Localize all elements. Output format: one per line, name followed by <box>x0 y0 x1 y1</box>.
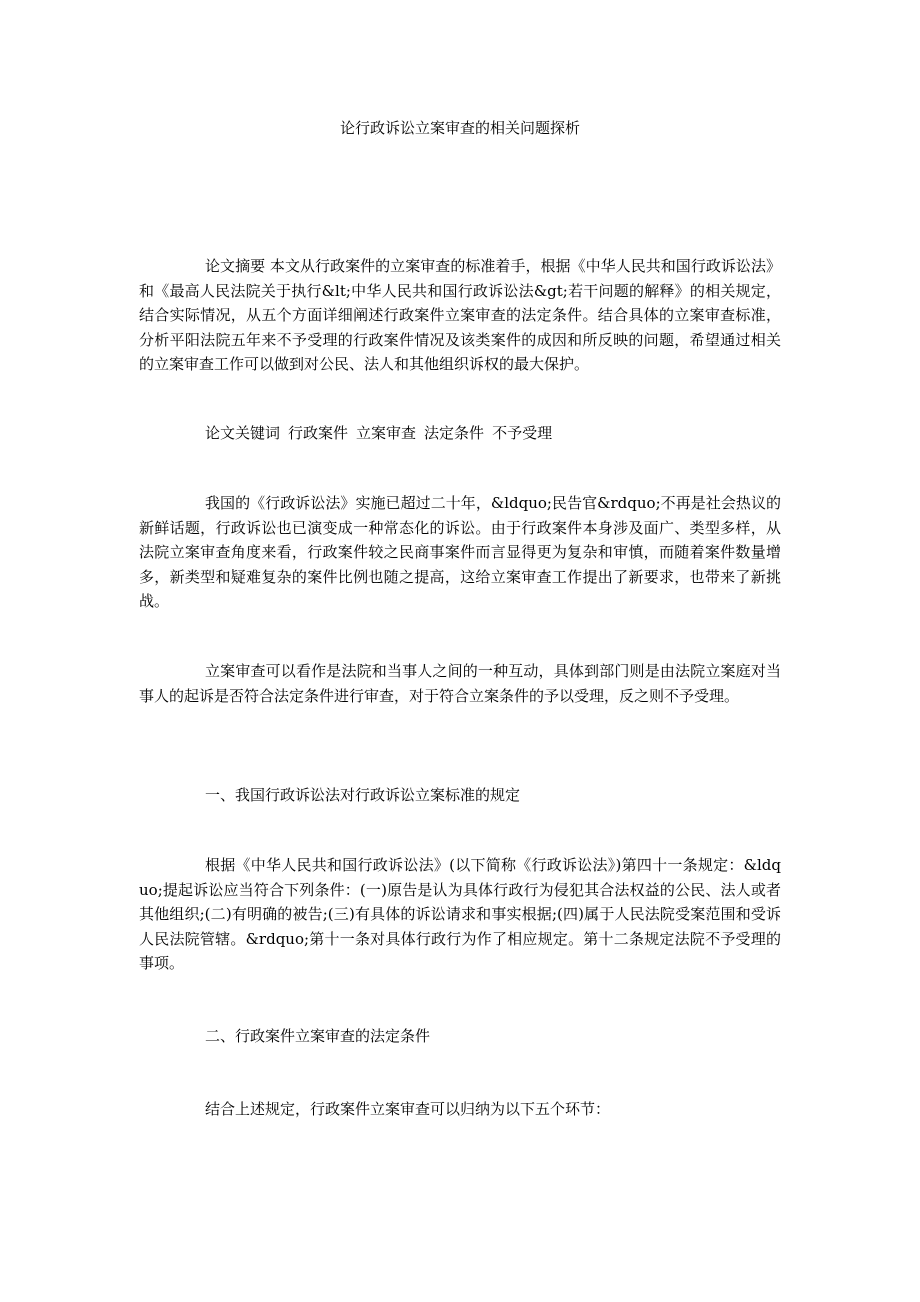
body-paragraph-1: 我国的《行政诉讼法》实施已超过二十年，&ldquo;民告官&rdquo;不再是社会热议的新鲜话题，行政诉讼也已演变成一种常态化的诉讼。由于行政案件本身涉及面广、类型多样，从法院立案审查角度来看，行政案件较之民商事案件而言显得更为复杂和审慎，而随着案件数量增多，新类型和疑难复杂的案件比例也随之提高，这给立案审查工作提出了新要求，也带来了新挑战。 <box>139 494 781 610</box>
document-title: 论行政诉讼立案审查的相关问题探析 <box>339 119 580 137</box>
keyword-item: 立案审查 <box>356 424 417 442</box>
section-1-body: 根据《中华人民共和国行政诉讼法》(以下简称《行政诉讼法》)第四十一条规定：&ldquo;提起诉讼应当符合下列条件：(一)原告是认为具体行政行为侵犯其合法权益的公民、法人或者其他组织;(二)有明确的被告;(三)有具体的诉讼请求和事实根据;(四)属于人民法院受案范围和受诉人民法院管辖。&rdquo;第十一条对具体行政行为作了相应规定。第十二条规定法院不予受理的事项。 <box>139 856 781 972</box>
body-paragraph-2: 立案审查可以看作是法院和当事人之间的一种互动，具体到部门则是由法院立案庭对当事人的起诉是否符合法定条件进行审查，对于符合立案条件的予以受理，反之则不予受理。 <box>139 662 781 705</box>
keyword-item: 不予受理 <box>492 424 553 442</box>
abstract-paragraph: 论文摘要 本文从行政案件的立案审查的标准着手，根据《中华人民共和国行政诉讼法》和《最高人民法院关于执行&lt;中华人民共和国行政诉讼法&gt;若干问题的解释》的相关规定，结合实际情况，从五个方面详细阐述行政案件立案审查的法定条件。结合具体的立案审查标准，分析平阳法院五年来不予受理的行政案件情况及该类案件的成因和所反映的问题，希望通过相关的立案审查工作可以做到对公民、法人和其他组织诉权的最大保护。 <box>139 257 781 373</box>
keywords-line <box>205 421 560 446</box>
keyword-item: 法定条件 <box>424 424 485 442</box>
section-2-heading: 二、行政案件立案审查的法定条件 <box>205 1027 431 1045</box>
keyword-item: 行政案件 <box>288 424 349 442</box>
section-2-intro: 结合上述规定，行政案件立案审查可以归纳为以下五个环节： <box>205 1100 611 1118</box>
keywords-label: 论文关键词 <box>205 424 281 442</box>
section-1-heading: 一、我国行政诉讼法对行政诉讼立案标准的规定 <box>205 786 521 804</box>
